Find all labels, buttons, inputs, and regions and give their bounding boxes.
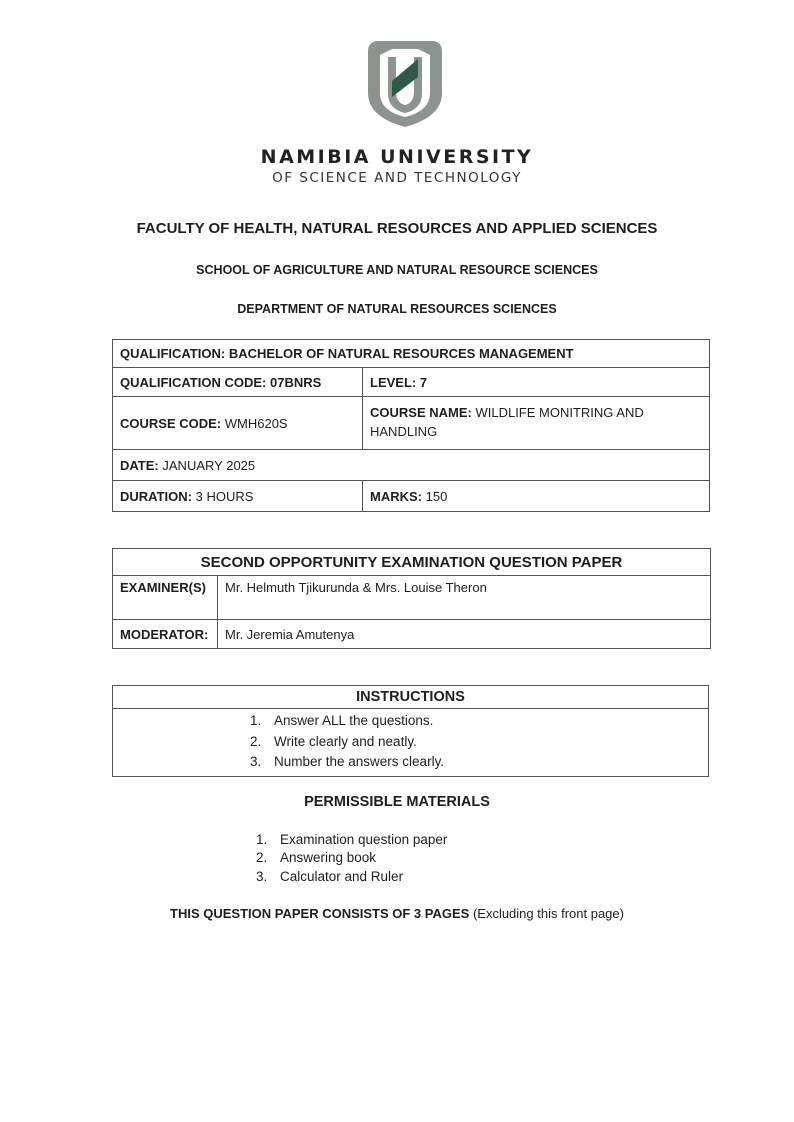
department-heading: DEPARTMENT OF NATURAL RESOURCES SCIENCES — [237, 302, 557, 316]
faculty-heading: FACULTY OF HEALTH, NATURAL RESOURCES AND APPLIED SCIENCES — [136, 220, 658, 237]
exam-info-table — [112, 548, 711, 649]
duration-cell: DURATION: 3 HOURS — [113, 481, 363, 512]
examiners-label: EXAMINER(S) — [113, 576, 218, 620]
date-cell: DATE: JANUARY 2025 — [113, 450, 710, 481]
university-subtitle: OF SCIENCE AND TECHNOLOGY — [272, 170, 522, 186]
permissible-materials-title: PERMISSIBLE MATERIALS — [304, 794, 490, 810]
qualification-code-cell: QUALIFICATION CODE: 07BNRS — [113, 368, 363, 397]
material-item: 3. Calculator and Ruler — [256, 869, 404, 884]
level-cell: LEVEL: 7 — [363, 368, 710, 397]
course-code-cell: COURSE CODE: WMH620S — [113, 397, 363, 450]
course-name-cell: COURSE NAME: WILDLIFE MONITRING AND HANDLING — [363, 397, 710, 450]
instructions-title: INSTRUCTIONS — [113, 686, 709, 709]
moderator-label: MODERATOR: — [113, 620, 218, 649]
exam-title: SECOND OPPORTUNITY EXAMINATION QUESTION PAPER — [113, 549, 711, 576]
instruction-item: 3. Number the answers clearly. — [250, 754, 445, 769]
course-info-table — [112, 339, 710, 512]
shield-logo-icon — [362, 37, 448, 129]
page-count-note: THIS QUESTION PAPER CONSISTS OF 3 PAGES (Excluding this front page) — [170, 906, 624, 921]
moderator-value: Mr. Jeremia Amutenya — [218, 620, 711, 649]
instructions-table — [112, 685, 709, 777]
instruction-item: 2. Write clearly and neatly. — [250, 733, 417, 749]
examiners-value: Mr. Helmuth Tjikurunda & Mrs. Louise Theron — [218, 576, 711, 620]
qualification-cell: QUALIFICATION: BACHELOR OF NATURAL RESOURCES MANAGEMENT — [113, 340, 710, 368]
marks-cell: MARKS: 150 — [363, 481, 710, 512]
instructions-list — [113, 709, 709, 777]
material-item: 1. Examination question paper — [256, 832, 448, 847]
school-heading: SCHOOL OF AGRICULTURE AND NATURAL RESOURCE SCIENCES — [196, 263, 598, 277]
instruction-item: 1. Answer ALL the questions. — [250, 713, 434, 728]
material-item: 2. Answering book — [256, 850, 377, 865]
university-name: NAMIBIA UNIVERSITY — [260, 146, 534, 168]
